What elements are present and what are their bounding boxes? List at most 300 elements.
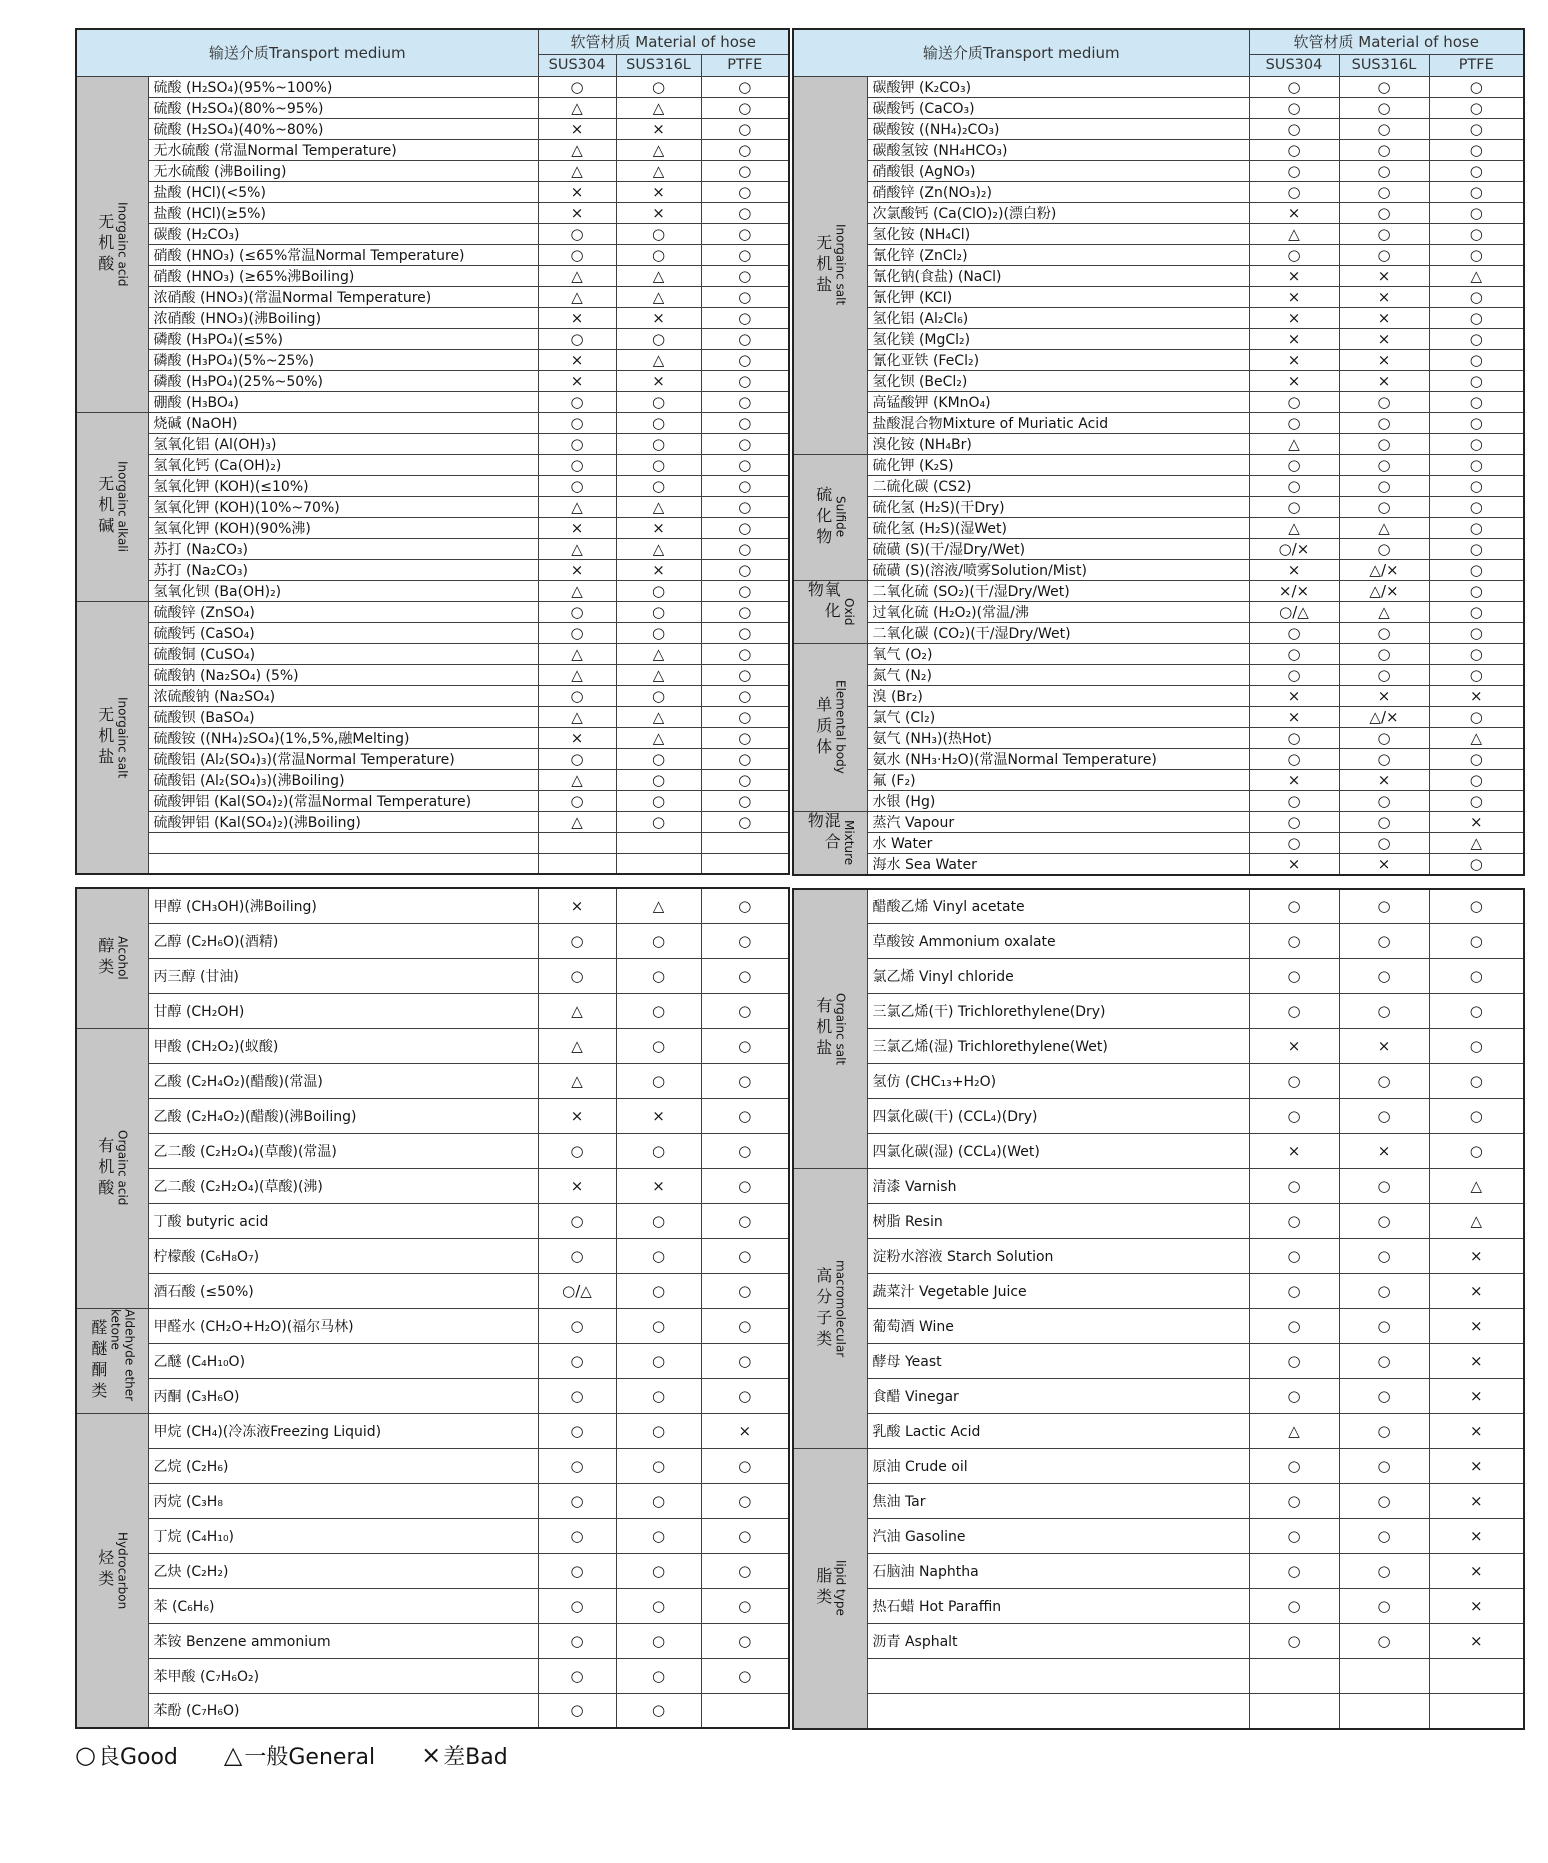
table-row <box>76 349 789 370</box>
rating-sus304: ○ <box>1249 475 1339 496</box>
rating-sus316l: ○ <box>1339 244 1429 265</box>
rating-sus316l: ○ <box>616 1448 701 1483</box>
table-row <box>793 924 1524 959</box>
general-triangle-icon: △ <box>223 1741 243 1769</box>
rating-sus304: ○ <box>1249 811 1339 832</box>
category-inner <box>794 1449 867 1728</box>
medium-name-cell: 碳酸钙 (CaCO₃) <box>867 97 1249 118</box>
rating-sus316l: △ <box>616 349 701 370</box>
table-row <box>76 118 789 139</box>
table-row <box>76 748 789 769</box>
rating-ptfe: × <box>1429 685 1524 706</box>
rating-sus316l: ○ <box>1339 994 1429 1029</box>
legend-item-general <box>224 1740 375 1771</box>
rating-ptfe: ○ <box>701 1378 789 1413</box>
rating-sus316l: ○ <box>1339 1099 1429 1134</box>
column-header-sus304: SUS304 <box>1249 54 1339 76</box>
rating-sus304: × <box>1249 328 1339 349</box>
table-row <box>76 202 789 223</box>
table-row <box>793 1204 1524 1239</box>
medium-name-cell: 硝酸锌 (Zn(NO₃)₂) <box>867 181 1249 202</box>
table-row <box>793 1449 1524 1484</box>
rating-sus316l: ○ <box>1339 748 1429 769</box>
rating-ptfe: ○ <box>701 433 789 454</box>
rating-ptfe: ○ <box>1429 889 1524 924</box>
category-label-en: Sulfide <box>833 496 848 538</box>
medium-name-cell: 氢氧化钡 (Ba(OH)₂) <box>148 580 538 601</box>
rating-sus316l: ○ <box>616 1273 701 1308</box>
medium-name-cell: 甲醛水 (CH₂O+H₂O)(福尔马林) <box>148 1308 538 1343</box>
category-inner <box>794 1169 867 1448</box>
table-row <box>793 118 1524 139</box>
category-inner <box>77 1414 148 1728</box>
rating-sus316l <box>1339 1659 1429 1694</box>
medium-name-cell: 高锰酸钾 (KMnO₄) <box>867 391 1249 412</box>
rating-sus316l: △ <box>1339 517 1429 538</box>
medium-name-cell: 氢氧化钾 (KOH)(≤10%) <box>148 475 538 496</box>
category-label-zh: 氧化物 <box>805 580 842 623</box>
table-row <box>793 685 1524 706</box>
category-label-en: Mixture <box>841 819 856 866</box>
table-row <box>76 993 789 1028</box>
rating-sus304: ○ <box>1249 118 1339 139</box>
rating-sus316l: ○ <box>1339 643 1429 664</box>
medium-name-cell: 柠檬酸 (C₆H₈O₇) <box>148 1238 538 1273</box>
rating-sus304: ○ <box>538 223 616 244</box>
medium-name-cell: 硫化氢 (H₂S)(湿Wet) <box>867 517 1249 538</box>
rating-ptfe: ○ <box>701 244 789 265</box>
rating-sus304: × <box>538 1168 616 1203</box>
rating-ptfe: ○ <box>701 559 789 580</box>
category-label-zh: 硫化物 <box>813 485 833 549</box>
medium-name-cell: 硫酸 (H₂SO₄)(95%~100%) <box>148 76 538 97</box>
rating-sus304: △ <box>1249 517 1339 538</box>
medium-name-cell: 无水硫酸 (沸Boiling) <box>148 160 538 181</box>
rating-sus316l: × <box>1339 853 1429 875</box>
rating-sus316l: × <box>1339 265 1429 286</box>
rating-sus304: × <box>538 181 616 202</box>
rating-sus304: × <box>1249 265 1339 286</box>
rating-sus304: △ <box>538 286 616 307</box>
rating-sus316l: ○ <box>1339 924 1429 959</box>
rating-sus304: ○ <box>538 622 616 643</box>
category-label-en: Orgainc salt <box>833 992 848 1065</box>
table-row <box>76 328 789 349</box>
table-row <box>76 601 789 622</box>
left-table-section <box>75 28 790 1729</box>
table-row <box>793 139 1524 160</box>
table-row <box>793 223 1524 244</box>
medium-name-cell: 硫酸钡 (BaSO₄) <box>148 706 538 727</box>
table-row <box>793 769 1524 790</box>
medium-name-cell: 苏打 (Na₂CO₃) <box>148 538 538 559</box>
medium-name-cell: 次氯酸钙 (Ca(ClO)₂)(漂白粉) <box>867 202 1249 223</box>
rating-sus304: ○ <box>1249 1344 1339 1379</box>
rating-sus316l: × <box>1339 286 1429 307</box>
table-row <box>793 1379 1524 1414</box>
rating-sus316l: ○ <box>1339 1344 1429 1379</box>
rating-ptfe: × <box>1429 1624 1524 1659</box>
rating-sus316l: × <box>1339 328 1429 349</box>
medium-name-cell: 氰化锌 (ZnCl₂) <box>867 244 1249 265</box>
rating-ptfe: ○ <box>701 888 789 923</box>
rating-ptfe: ○ <box>1429 769 1524 790</box>
rating-sus304 <box>538 853 616 874</box>
rating-ptfe: ○ <box>701 370 789 391</box>
rating-sus316l: × <box>1339 1029 1429 1064</box>
medium-name-cell: 氧气 (O₂) <box>867 643 1249 664</box>
rating-ptfe: ○ <box>701 664 789 685</box>
rating-sus316l: ○ <box>616 790 701 811</box>
rating-sus304: ○ <box>1249 1274 1339 1309</box>
rating-ptfe: ○ <box>1429 959 1524 994</box>
rating-sus304: ○ <box>538 1413 616 1448</box>
rating-sus304: △ <box>538 1028 616 1063</box>
category-inner <box>77 77 148 412</box>
rating-sus304: △ <box>538 97 616 118</box>
rating-sus316l: × <box>616 118 701 139</box>
table-row <box>793 889 1524 924</box>
rating-sus316l: ○ <box>1339 889 1429 924</box>
rating-sus304: ○ <box>538 601 616 622</box>
category-inner <box>77 1029 148 1308</box>
rating-sus316l: ○ <box>1339 433 1429 454</box>
table-row <box>793 244 1524 265</box>
table-row <box>793 559 1524 580</box>
table-row <box>793 1519 1524 1554</box>
medium-name-cell: 浓硫酸钠 (Na₂SO₄) <box>148 685 538 706</box>
category-cell <box>76 1308 148 1413</box>
rating-ptfe: ○ <box>1429 1029 1524 1064</box>
table-row <box>76 1693 789 1728</box>
table-row <box>76 1658 789 1693</box>
rating-sus304: ○ <box>1249 994 1339 1029</box>
rating-sus316l: ○ <box>616 1693 701 1728</box>
rating-ptfe: ○ <box>1429 118 1524 139</box>
rating-sus304: ○ <box>538 1693 616 1728</box>
rating-sus316l: ○ <box>1339 1589 1429 1624</box>
medium-name-cell: 氨水 (NH₃·H₂O)(常温Normal Temperature) <box>867 748 1249 769</box>
category-cell <box>793 580 867 643</box>
table-row <box>76 727 789 748</box>
table-row <box>76 1343 789 1378</box>
medium-name-cell: 溴 (Br₂) <box>867 685 1249 706</box>
rating-sus304: × <box>538 202 616 223</box>
medium-name-cell: 碳酸 (H₂CO₃) <box>148 223 538 244</box>
rating-ptfe: ○ <box>701 643 789 664</box>
category-label-zh: 无机盐 <box>95 705 115 769</box>
medium-name-cell: 食醋 Vinegar <box>867 1379 1249 1414</box>
rating-ptfe: ○ <box>701 923 789 958</box>
transport-medium-header: 输送介质Transport medium <box>793 29 1249 76</box>
rating-sus316l: ○ <box>616 1203 701 1238</box>
rating-sus304: ○ <box>1249 1379 1339 1414</box>
table-row <box>793 1414 1524 1449</box>
rating-ptfe: ○ <box>1429 76 1524 97</box>
rating-sus304: ○/△ <box>538 1273 616 1308</box>
table-row <box>793 97 1524 118</box>
rating-sus304: ○ <box>1249 727 1339 748</box>
medium-name-cell: 葡萄酒 Wine <box>867 1309 1249 1344</box>
medium-name-cell <box>148 832 538 853</box>
table-row <box>793 1659 1524 1694</box>
rating-sus304: × <box>538 349 616 370</box>
rating-sus304: ○ <box>1249 160 1339 181</box>
medium-name-cell: 乙炔 (C₂H₂) <box>148 1553 538 1588</box>
medium-name-cell: 乙酸 (C₂H₄O₂)(醋酸)(沸Boiling) <box>148 1098 538 1133</box>
rating-ptfe: ○ <box>701 1553 789 1588</box>
rating-ptfe: ○ <box>1429 496 1524 517</box>
rating-ptfe: △ <box>1429 1169 1524 1204</box>
rating-sus316l: △ <box>616 727 701 748</box>
table-row <box>76 433 789 454</box>
medium-name-cell: 酒石酸 (≤50%) <box>148 1273 538 1308</box>
table-row <box>793 1344 1524 1379</box>
rating-sus316l: ○ <box>1339 118 1429 139</box>
medium-name-cell: 硫酸铜 (CuSO₄) <box>148 643 538 664</box>
table-row <box>793 748 1524 769</box>
rating-ptfe: ○ <box>1429 517 1524 538</box>
medium-name-cell: 树脂 Resin <box>867 1204 1249 1239</box>
rating-sus304: × <box>1249 706 1339 727</box>
rating-sus316l: ○ <box>1339 1204 1429 1239</box>
rating-sus316l: × <box>616 307 701 328</box>
rating-sus304: ○ <box>538 454 616 475</box>
rating-sus304: ○ <box>1249 832 1339 853</box>
rating-sus316l: ○ <box>616 328 701 349</box>
table-row <box>793 454 1524 475</box>
rating-sus316l: ○ <box>1339 181 1429 202</box>
medium-name-cell: 乙醚 (C₄H₁₀O) <box>148 1343 538 1378</box>
table-row <box>793 664 1524 685</box>
rating-sus316l: × <box>1339 349 1429 370</box>
rating-sus316l: △ <box>616 160 701 181</box>
rating-ptfe: × <box>1429 1239 1524 1274</box>
table-row <box>793 1484 1524 1519</box>
rating-sus304: ○ <box>538 748 616 769</box>
rating-sus316l: △ <box>616 286 701 307</box>
rating-ptfe <box>701 1693 789 1728</box>
rating-ptfe: ○ <box>701 1658 789 1693</box>
rating-sus304: ○ <box>1249 1624 1339 1659</box>
table-row <box>76 286 789 307</box>
rating-sus304: △ <box>538 538 616 559</box>
category-cell <box>76 412 148 601</box>
rating-sus304: ○ <box>1249 1204 1339 1239</box>
table-row <box>76 1378 789 1413</box>
rating-ptfe: ○ <box>701 811 789 832</box>
right-table-block1 <box>792 28 1525 876</box>
rating-sus304: × <box>538 118 616 139</box>
medium-name-cell: 焦油 Tar <box>867 1484 1249 1519</box>
medium-name-cell: 烧碱 (NaOH) <box>148 412 538 433</box>
rating-ptfe: ○ <box>1429 601 1524 622</box>
table-row <box>76 923 789 958</box>
table-row <box>76 664 789 685</box>
column-header-sus304: SUS304 <box>538 54 616 76</box>
rating-ptfe: ○ <box>1429 244 1524 265</box>
medium-name-cell: 二氧化碳 (CO₂)(干/湿Dry/Wet) <box>867 622 1249 643</box>
rating-ptfe <box>1429 1659 1524 1694</box>
rating-sus316l: ○ <box>1339 790 1429 811</box>
rating-sus304: ○ <box>538 1238 616 1273</box>
category-inner <box>794 890 867 1169</box>
table-row <box>793 1169 1524 1204</box>
rating-ptfe: ○ <box>701 307 789 328</box>
rating-ptfe: ○ <box>701 1168 789 1203</box>
rating-ptfe: ○ <box>1429 1099 1524 1134</box>
rating-sus316l: × <box>616 202 701 223</box>
rating-sus304: ○ <box>538 76 616 97</box>
rating-sus304: ○ <box>538 958 616 993</box>
rating-sus304: ○ <box>1249 1099 1339 1134</box>
medium-name-cell: 硫磺 (S)(干/湿Dry/Wet) <box>867 538 1249 559</box>
medium-name-cell: 乙酸 (C₂H₄O₂)(醋酸)(常温) <box>148 1063 538 1098</box>
category-cell <box>793 454 867 580</box>
medium-name-cell: 硫酸钾铝 (Kal(SO₄)₂)(常温Normal Temperature) <box>148 790 538 811</box>
medium-name-cell: 海水 Sea Water <box>867 853 1249 875</box>
rating-sus304: × <box>1249 370 1339 391</box>
rating-ptfe: ○ <box>701 181 789 202</box>
rating-sus304: ○ <box>538 1133 616 1168</box>
rating-ptfe: ○ <box>1429 97 1524 118</box>
table-row <box>76 517 789 538</box>
rating-ptfe: ○ <box>701 685 789 706</box>
medium-name-cell: 乳酸 Lactic Acid <box>867 1414 1249 1449</box>
table-row <box>76 706 789 727</box>
rating-sus304: ○ <box>1249 412 1339 433</box>
table-row <box>76 1203 789 1238</box>
medium-name-cell: 硝酸 (HNO₃) (≥65%沸Boiling) <box>148 265 538 286</box>
category-label-en: Inorgainc salt <box>115 696 130 778</box>
rating-ptfe: ○ <box>701 1483 789 1518</box>
rating-ptfe: ○ <box>1429 643 1524 664</box>
medium-name-cell: 盐酸混合物Mixture of Muriatic Acid <box>867 412 1249 433</box>
rating-sus316l: ○ <box>616 769 701 790</box>
medium-name-cell: 丙三醇 (甘油) <box>148 958 538 993</box>
rating-ptfe: ○ <box>1429 580 1524 601</box>
rating-sus316l: △ <box>616 706 701 727</box>
table-row <box>76 538 789 559</box>
rating-sus304: × <box>1249 202 1339 223</box>
rating-sus316l: △ <box>616 139 701 160</box>
table-row <box>793 1064 1524 1099</box>
category-label-zh: 有机酸 <box>95 1136 115 1200</box>
rating-sus304: ○ <box>1249 139 1339 160</box>
rating-sus304: × <box>538 1098 616 1133</box>
rating-sus316l: ○ <box>616 748 701 769</box>
rating-ptfe: ○ <box>1429 328 1524 349</box>
rating-sus316l: ○ <box>1339 664 1429 685</box>
table-row <box>793 1589 1524 1624</box>
table-row <box>793 475 1524 496</box>
medium-name-cell: 乙二酸 (C₂H₂O₄)(草酸)(沸) <box>148 1168 538 1203</box>
table-row <box>793 706 1524 727</box>
rating-ptfe: ○ <box>1429 1064 1524 1099</box>
rating-sus304: ○ <box>1249 748 1339 769</box>
rating-sus316l: × <box>1339 685 1429 706</box>
rating-sus316l: ○ <box>616 580 701 601</box>
rating-sus316l: ○ <box>616 993 701 1028</box>
right-table-section <box>792 28 1525 1730</box>
rating-sus304: △ <box>1249 223 1339 244</box>
rating-sus316l: × <box>616 559 701 580</box>
rating-sus316l: ○ <box>1339 202 1429 223</box>
compatibility-tables <box>75 28 1548 1730</box>
medium-name-cell: 蔬菜汁 Vegetable Juice <box>867 1274 1249 1309</box>
rating-sus316l: ○ <box>616 811 701 832</box>
rating-sus316l: ○ <box>616 1063 701 1098</box>
rating-sus316l: × <box>1339 769 1429 790</box>
rating-sus316l: ○ <box>616 1658 701 1693</box>
table-row <box>76 832 789 853</box>
medium-name-cell <box>867 1659 1249 1694</box>
rating-sus316l: ○ <box>1339 1169 1429 1204</box>
rating-sus304: ○ <box>1249 622 1339 643</box>
table-row <box>793 1134 1524 1169</box>
medium-name-cell: 氯乙烯 Vinyl chloride <box>867 959 1249 994</box>
table-row <box>76 454 789 475</box>
table-row <box>793 349 1524 370</box>
table-row <box>793 959 1524 994</box>
medium-name-cell: 氢化铵 (NH₄Cl) <box>867 223 1249 244</box>
medium-name-cell: 磷酸 (H₃PO₄)(≤5%) <box>148 328 538 349</box>
rating-sus316l: ○ <box>1339 1274 1429 1309</box>
rating-sus316l: ○ <box>1339 1449 1429 1484</box>
rating-ptfe <box>701 832 789 853</box>
rating-sus304: △ <box>538 811 616 832</box>
rating-sus316l: ○ <box>616 1308 701 1343</box>
category-label-en: Hydrocarbon <box>115 1531 130 1609</box>
rating-sus316l: ○ <box>616 1378 701 1413</box>
rating-ptfe: ○ <box>1429 748 1524 769</box>
rating-sus316l: △ <box>616 97 701 118</box>
table-row <box>76 244 789 265</box>
medium-name-cell: 丙酮 (C₃H₆O) <box>148 1378 538 1413</box>
medium-name-cell: 热石蜡 Hot Paraffin <box>867 1589 1249 1624</box>
medium-name-cell: 石脑油 Naphtha <box>867 1554 1249 1589</box>
legend-label: 良Good <box>97 1744 178 1770</box>
rating-sus304: △ <box>538 706 616 727</box>
rating-sus316l: △ <box>1339 601 1429 622</box>
rating-ptfe: ○ <box>701 1028 789 1063</box>
table-row <box>76 1028 789 1063</box>
rating-ptfe: ○ <box>1429 433 1524 454</box>
rating-sus304: ○/× <box>1249 538 1339 559</box>
medium-name-cell: 氢氧化钾 (KOH)(90%沸) <box>148 517 538 538</box>
rating-sus316l: △ <box>616 888 701 923</box>
table-row <box>793 433 1524 454</box>
table-row <box>76 685 789 706</box>
table-row <box>793 1694 1524 1729</box>
rating-sus304: ○ <box>1249 664 1339 685</box>
rating-ptfe: × <box>1429 1344 1524 1379</box>
table-row <box>76 769 789 790</box>
medium-name-cell: 盐酸 (HCl)(≥5%) <box>148 202 538 223</box>
rating-ptfe: ○ <box>1429 349 1524 370</box>
legend-label: 一般General <box>244 1744 376 1770</box>
medium-name-cell: 氰化钾 (KCI) <box>867 286 1249 307</box>
rating-sus304: ○ <box>1249 1519 1339 1554</box>
medium-name-cell: 丙烷 (C₃H₈ <box>148 1483 538 1518</box>
table-row <box>76 580 789 601</box>
table-row <box>793 1554 1524 1589</box>
rating-sus316l: ○ <box>1339 97 1429 118</box>
rating-ptfe: ○ <box>701 1588 789 1623</box>
rating-ptfe: ○ <box>1429 307 1524 328</box>
rating-ptfe: ○ <box>1429 853 1524 875</box>
table-row <box>76 160 789 181</box>
